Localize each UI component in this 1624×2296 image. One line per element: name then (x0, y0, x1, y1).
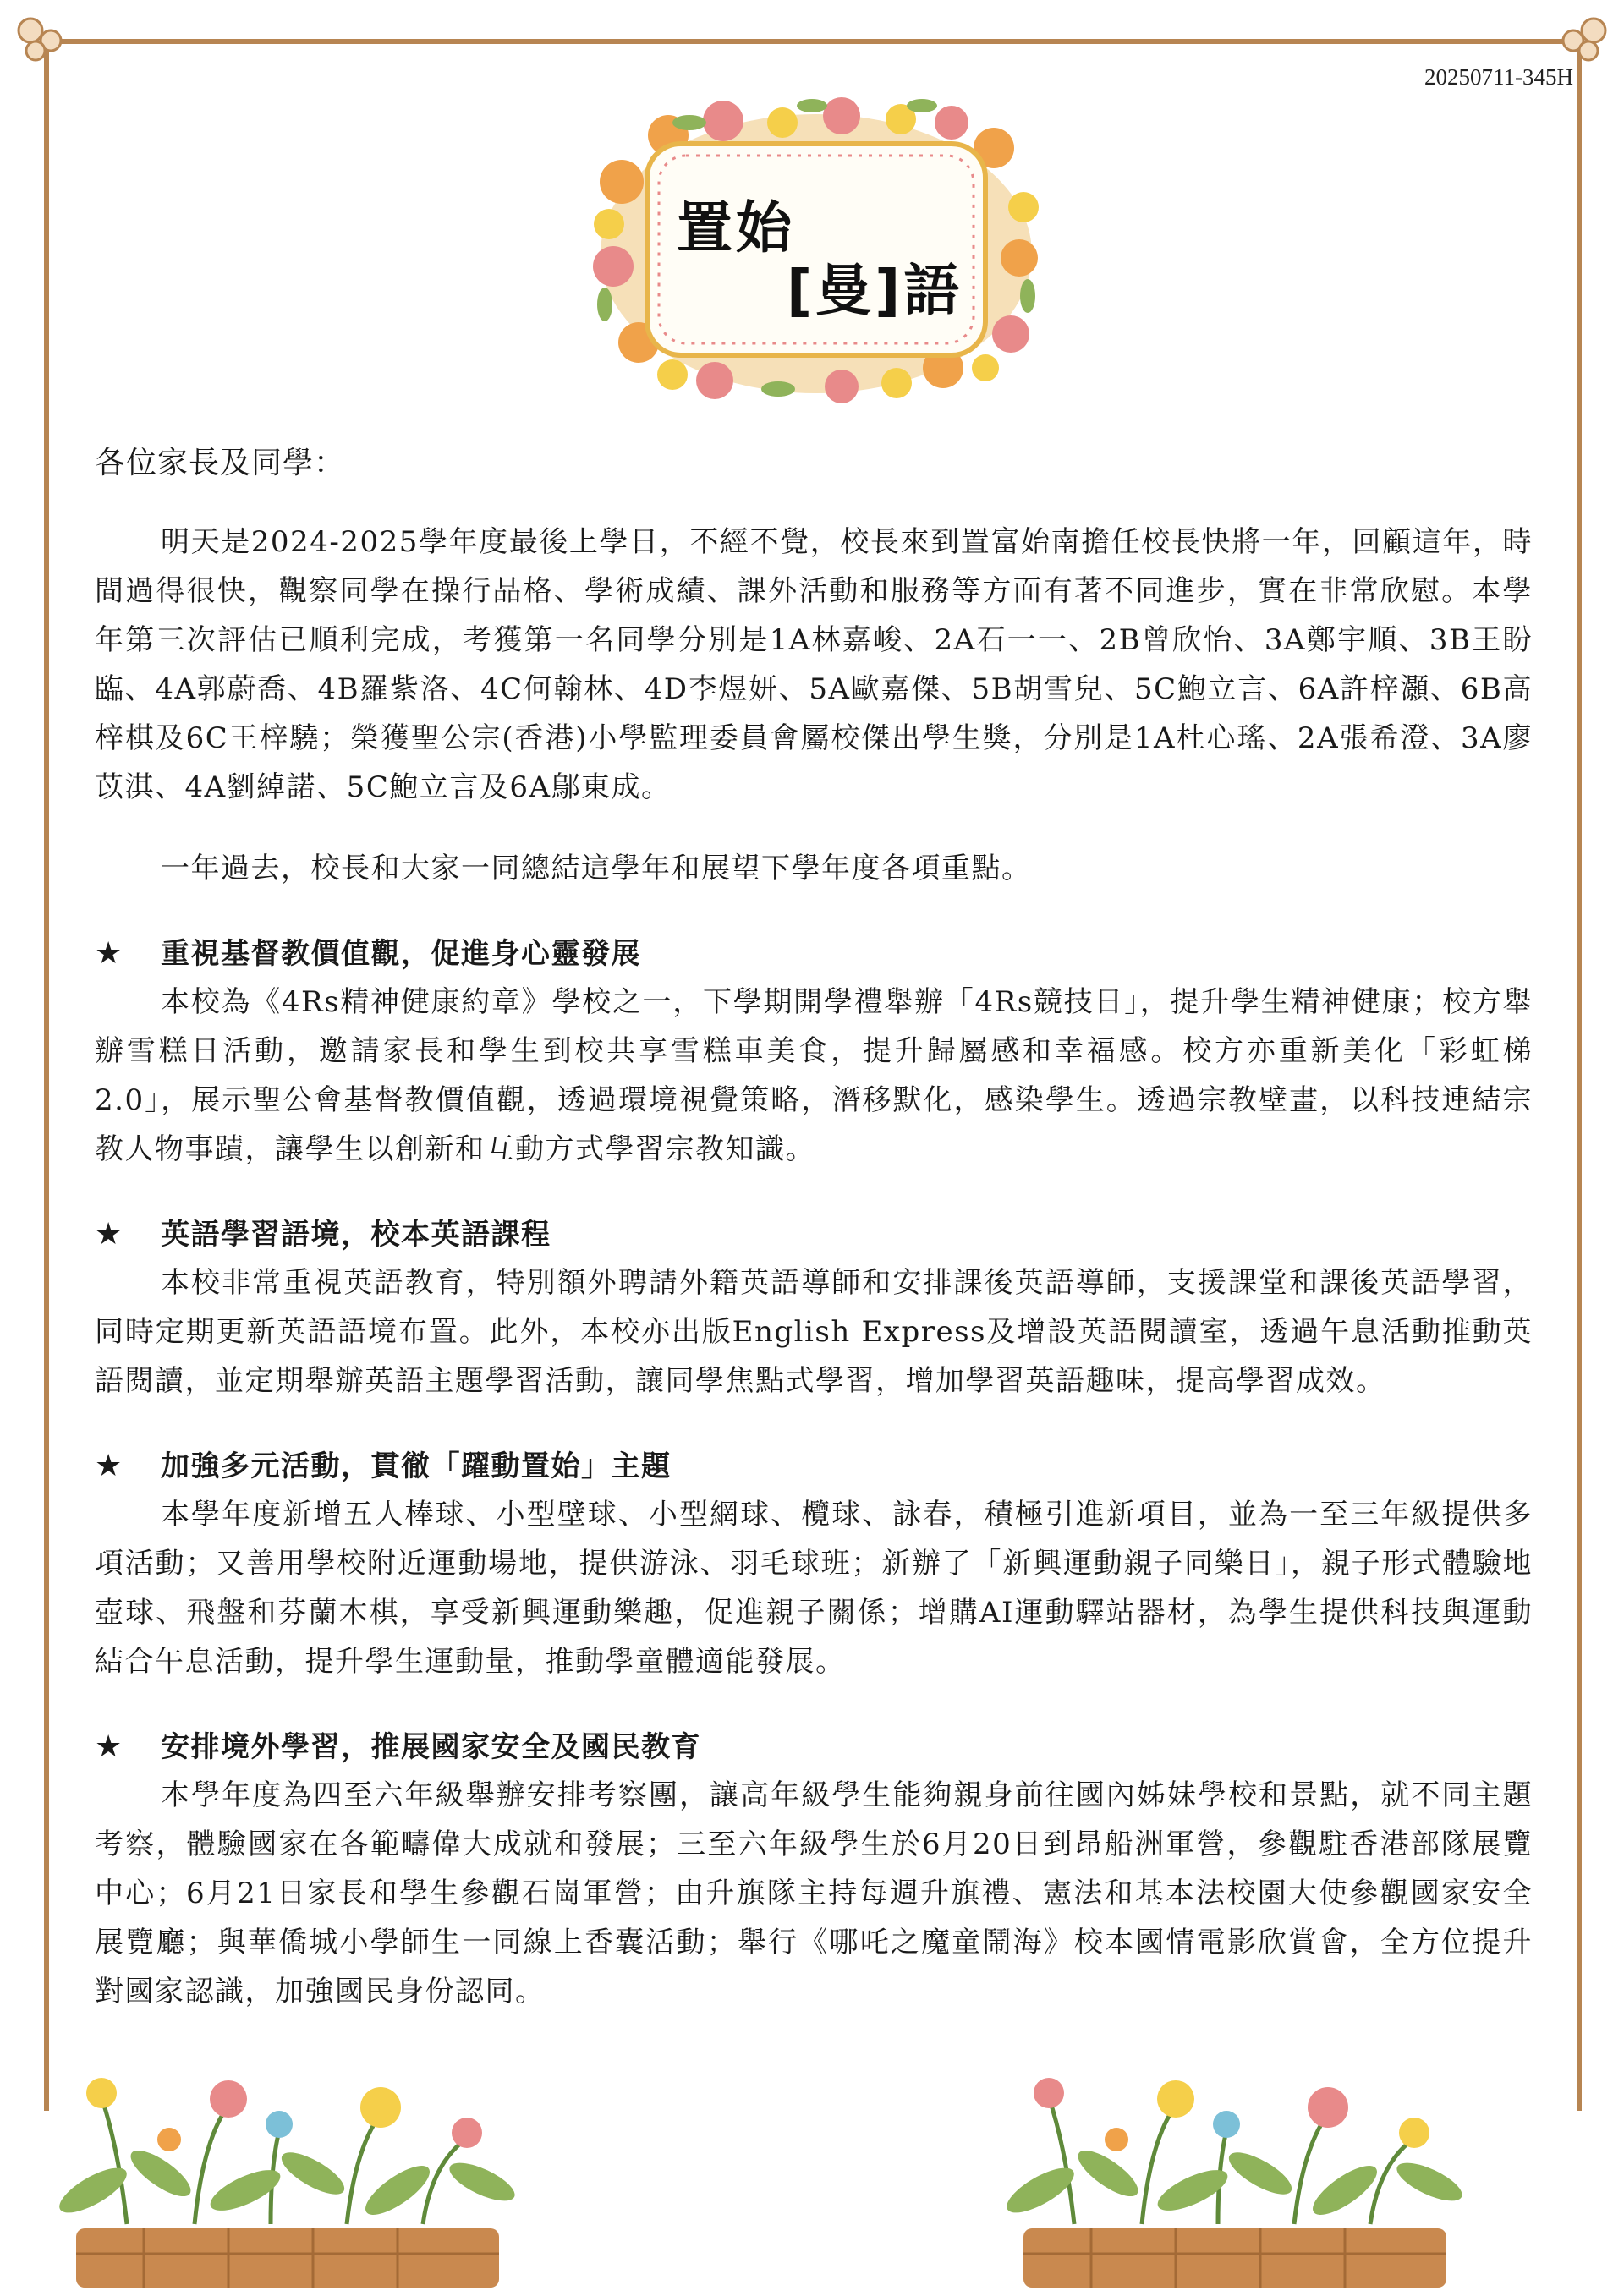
section-title: 加強多元活動，貫徹「躍動置始」主題 (161, 1449, 672, 1483)
frame-top-border (44, 39, 1582, 44)
section (95, 1723, 1533, 2016)
section-body: 本學年度為四至六年級舉辦安排考察團，讓高年級學生能夠親身前往國內姊妹學校和景點，就不同主題考察，體驗國家在各範疇偉大成就和發展；三至六年級學生於6月20日到昂船洲軍營，參觀駐香港部隊展覽中心；6月21日家長和學生參觀石崗軍營；由升旗隊主持每週升旗禮、憲法和基本法校園大使參觀國家安全展覽廳；與華僑城小學師生一同線上香囊活動；舉行《哪吒之魔童鬧海》校本國情電影欣賞會，全方位提升對國家認識，加強國民身份認同。 (95, 1778, 1533, 2008)
corner-knot-ornament (1550, 12, 1610, 68)
page-title-line-1: 置始 (677, 195, 795, 260)
star-bullet-icon: ★ (95, 1217, 123, 1252)
flower-pot-decoration (973, 2047, 1497, 2296)
frame-right-border (1577, 39, 1582, 2111)
summary-paragraph: 一年過去，校長和大家一同總結這學年和展望下學年度各項重點。 (161, 852, 1032, 885)
intro-paragraph: 明天是2024-2025學年度最後上學日，不經不覺，校長來到置富始南擔任校長快將一年，回顧這年，時間過得很快，觀察同學在操行品格、學術成績、課外活動和服務等方面有著不同進步，實在非常欣慰。本學年第三次評估已順利完成，考獲第一名同學分別是1A林嘉峻、2A石一一、2B曾欣怡、3A鄭宇順、3B王盼臨、4A郭蔚喬、4B羅紫洛、4C何翰林、4D李煜妍、5A歐嘉傑、5B胡雪兒、5C鮑立言、6A許梓灝、6B高梓棋及6C王梓驍；榮獲聖公宗(香港)小學監理委員會屬校傑出學生獎，分別是1A杜心瑤、2A張希澄、3A廖苡淇、4A劉綽諾、5C鮑立言及6A鄔東成。 (95, 525, 1533, 804)
section (95, 930, 1533, 1174)
greeting: 各位家長及同學： (95, 446, 346, 480)
section-body: 本學年度新增五人棒球、小型壁球、小型網球、欖球、詠春，積極引進新項目，並為一至三年級提供多項活動；又善用學校附近運動場地，提供游泳、羽毛球班；新辦了「新興運動親子同樂日」，親子形式體驗地壺球、飛盤和芬蘭木棋，享受新興運動樂趣，促進親子關係；增購AI運動驛站器材，為學生提供科技與運動結合午息活動，提升學生運動量，推動學童體適能發展。 (95, 1498, 1533, 1679)
section-title: 安排境外學習，推展國家安全及國民教育 (161, 1730, 701, 1764)
frame-left-border (44, 39, 49, 2111)
section-body: 本校非常重視英語教育，特別額外聘請外籍英語導師和安排課後英語導師，支援課堂和課後英語學習，同時定期更新英語語境布置。此外，本校亦出版English Express及增設英語閱讀室，透過午息活動推動英語閱讀，並定期舉辦英語主題學習活動，讓同學焦點式學習，增加學習英語趣味，提高學習成效。 (95, 1266, 1533, 1398)
page-title-line-2: [曼]語 (787, 258, 963, 323)
section-title: 重視基督教價值觀，促進身心靈發展 (161, 937, 641, 971)
star-bullet-icon: ★ (95, 1449, 123, 1483)
letter-body (95, 440, 1533, 2016)
star-bullet-icon: ★ (95, 936, 123, 971)
section (95, 1443, 1533, 1686)
star-bullet-icon: ★ (95, 1729, 123, 1764)
section-body: 本校為《4Rs精神健康約章》學校之一，下學期開學禮舉辦「4Rs競技日」，提升學生精神健康；校方舉辦雪糕日活動，邀請家長和學生到校共享雪糕車美食，提升歸屬感和幸福感。校方亦重新美化「彩虹梯2.0」，展示聖公會基督教價值觀，透過環境視覺策略，潛移默化，感染學生。透過宗教壁畫，以科技連結宗教人物事蹟，讓學生以創新和互動方式學習宗教知識。 (95, 985, 1533, 1166)
section (95, 1211, 1533, 1406)
section-title: 英語學習語境，校本英語課程 (161, 1218, 551, 1252)
flower-pot-decoration (25, 2047, 550, 2296)
corner-knot-ornament (14, 12, 74, 68)
document-reference-number: 20250711-345H (1424, 64, 1573, 90)
